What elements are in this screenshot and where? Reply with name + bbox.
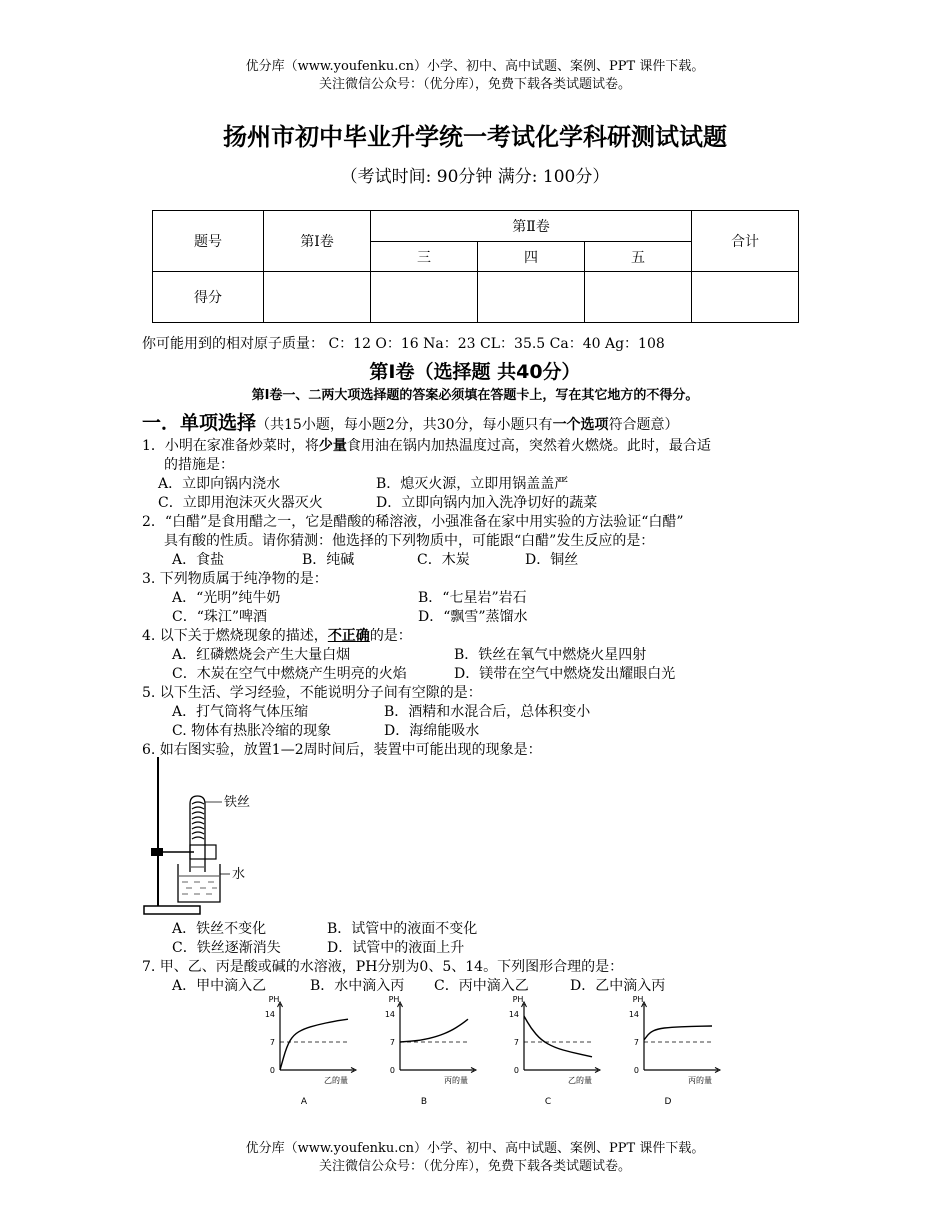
q7-stem: 7. 甲、乙、丙是酸或碱的水溶液，PH分别为0、5、14。下列图形合理的是：	[142, 959, 624, 975]
ph-curve	[524, 1016, 592, 1057]
q6-option-d: D．试管中的液面上升	[327, 940, 465, 956]
q5-option-b: B．酒精和水混合后，总体积变小	[384, 704, 591, 720]
x-axis-label: 丙的量	[444, 1076, 468, 1085]
q5-option-c: C. 物体有热胀冷缩的现象	[172, 723, 332, 739]
q7-option-d: D．乙中滴入丙	[570, 978, 666, 994]
q6-options-row2	[172, 939, 464, 958]
q6-options-row1	[172, 920, 477, 939]
score-header-si: 四	[478, 242, 585, 272]
q5-options-row2	[172, 722, 479, 741]
score-cell	[264, 272, 371, 323]
q3-option-c: C．“珠江”啤酒	[172, 609, 268, 625]
chart-letter: D	[664, 1097, 672, 1107]
q6-stem: 6. 如右图实验，放置1—2周时间后，装置中可能出现的现象是：	[142, 742, 542, 758]
q1-option-b: B．熄灭火源，立即用锅盖盖严	[376, 476, 569, 492]
q1-text: 1．小明在家准备炒菜时，将	[142, 438, 319, 454]
q4-options-row1	[172, 646, 646, 665]
q5-options-row1	[172, 703, 590, 722]
q3-option-d: D．“飘雪”蒸馏水	[418, 609, 528, 625]
ph-charts	[250, 990, 730, 1116]
water-hatching	[182, 882, 217, 894]
score-header-juan2: 第Ⅱ卷	[371, 211, 692, 242]
q4-stem	[142, 627, 412, 646]
ph-chart-a	[265, 995, 356, 1107]
q1-option-a: A．立即向锅内浇水	[158, 476, 281, 492]
y-tick-label: 7	[633, 1038, 639, 1047]
score-header-juan1: 第Ⅰ卷	[264, 211, 371, 272]
note-text: 符合题意）	[608, 417, 679, 433]
chart-letter: A	[300, 1097, 308, 1107]
y-tick-label: 14	[628, 1010, 639, 1019]
q6-option-a: A．铁丝不变化	[172, 921, 267, 937]
y-tick-label: 0	[389, 1066, 395, 1075]
q2-option-b: B．纯碱	[302, 552, 355, 568]
q3-stem: 3. 下列物质属于纯净物的是：	[142, 571, 328, 587]
page-title: 扬州市初中毕业升学统一考试化学科研测试试题	[223, 123, 727, 151]
q4-option-d: D．镁带在空气中燃烧发出耀眼白光	[454, 666, 676, 682]
y-axis-label: PH	[512, 995, 524, 1004]
x-axis-label: 丙的量	[688, 1076, 712, 1085]
footer-line-2: 关注微信公众号：（优分库），免费下载各类试题试卷。	[318, 1159, 631, 1174]
q4-options-row2	[172, 665, 675, 684]
chart-letter: B	[420, 1097, 428, 1107]
ph-chart-d	[629, 995, 720, 1107]
y-axis-label: PH	[388, 995, 400, 1004]
y-tick-label: 0	[633, 1066, 639, 1075]
q1-option-c: C．立即用泡沫灭火器灭火	[158, 495, 323, 511]
y-tick-label: 14	[508, 1010, 519, 1019]
y-tick-label: 0	[513, 1066, 519, 1075]
label-iron-wire: 铁丝	[224, 795, 251, 810]
q7-option-b: B．水中滴入丙	[310, 978, 405, 994]
q2-stem: 2．“白醋”是食用醋之一，它是醋酸的稀溶液，小强准备在家中用实验的方法验证“白醋”	[142, 514, 684, 530]
atomic-masses: 你可能用到的相对原子质量： C：12 O：16 Na：23 CL：35.5 Ca：40 Ag：108	[142, 336, 665, 352]
chart-letter: C	[544, 1097, 552, 1107]
x-axis-label: 乙的量	[324, 1076, 348, 1085]
header-line-2: 关注微信公众号：（优分库），免费下载各类试题试卷。	[318, 77, 631, 92]
rust-experiment-diagram	[138, 754, 268, 920]
header-line-1: 优分库（www.youfenku.cn）小学、初中、高中试题、案例、PPT 课件下载。	[245, 59, 705, 74]
y-tick-label: 7	[389, 1038, 395, 1047]
q2-option-c: C．木炭	[417, 552, 470, 568]
note-emphasis: 一个选项	[552, 417, 609, 433]
y-tick-label: 0	[269, 1066, 275, 1075]
y-axis-label: PH	[632, 995, 644, 1004]
q1-stem-line2: 的措施是：	[164, 457, 234, 473]
q6-option-b: B．试管中的液面不变化	[327, 921, 478, 937]
q6-option-c: C．铁丝逐渐消失	[172, 940, 281, 956]
section-one-note	[256, 417, 679, 433]
score-cell	[585, 272, 692, 323]
q4-text: 4. 以下关于燃烧现象的描述，	[142, 628, 328, 644]
label-water: 水	[232, 867, 246, 882]
q2-options	[172, 551, 578, 570]
q1-option-d: D．立即向锅内加入洗净切好的蔬菜	[376, 495, 598, 511]
q1-options-row2	[158, 494, 597, 513]
stand-base	[144, 906, 200, 914]
q2-stem-line2: 具有酸的性质。请你猜测：他选择的下列物质中，可能跟“白醋”发生反应的是：	[164, 533, 655, 549]
score-header-total: 合计	[692, 211, 799, 272]
exam-time-subtitle: （考试时间: 90分钟 满分: 100分）	[340, 167, 610, 187]
ph-curve	[644, 1026, 712, 1040]
section-one-title	[142, 408, 679, 435]
q4-emphasis: 不正确	[327, 628, 370, 644]
part1-notice: 第Ⅰ卷一、二两大项选择题的答案必须填在答题卡上，写在其它地方的不得分。	[251, 388, 699, 403]
score-cell	[478, 272, 585, 323]
ph-curve	[400, 1019, 468, 1042]
q3-options-row2	[172, 608, 528, 627]
q1-emphasis: 少量	[318, 438, 347, 454]
iron-wire-coil	[192, 802, 204, 839]
q3-options-row1	[172, 589, 527, 608]
q3-option-a: A．“光明”纯牛奶	[172, 590, 281, 606]
score-header-wu: 五	[585, 242, 692, 272]
q1-text: 食用油在锅内加热温度过高，突然着火燃烧。此时，最合适	[346, 438, 711, 454]
q7-option-c: C．丙中滴入乙	[434, 978, 529, 994]
score-cell	[371, 272, 478, 323]
note-text: （共15小题，每小题2分，共30分，每小题只有	[256, 417, 553, 433]
score-row-label: 得分	[153, 272, 264, 323]
score-cell	[692, 272, 799, 323]
q5-stem: 5. 以下生活、学习经验，不能说明分子间有空隙的是：	[142, 685, 482, 701]
score-header-san: 三	[371, 242, 478, 272]
section-one-label: 一．单项选择	[142, 412, 257, 434]
footer-line-1: 优分库（www.youfenku.cn）小学、初中、高中试题、案例、PPT 课件下载。	[245, 1141, 705, 1156]
ph-chart-c	[509, 995, 600, 1107]
score-table	[152, 210, 799, 323]
q4-option-c: C．木炭在空气中燃烧产生明亮的火焰	[172, 666, 407, 682]
y-tick-label: 14	[384, 1010, 395, 1019]
ph-curve	[280, 1019, 348, 1070]
beaker	[178, 864, 220, 902]
q5-option-a: A．打气筒将气体压缩	[172, 704, 309, 720]
q5-option-d: D．海绵能吸水	[384, 723, 480, 739]
q4-option-b: B．铁丝在氧气中燃烧火星四射	[454, 647, 647, 663]
y-axis-label: PH	[268, 995, 280, 1004]
ph-chart-b	[385, 995, 476, 1107]
q1-stem	[142, 437, 711, 456]
q2-option-a: A．食盐	[172, 552, 225, 568]
q7-option-a: A．甲中滴入乙	[172, 978, 267, 994]
q4-option-a: A．红磷燃烧会产生大量白烟	[172, 647, 351, 663]
y-tick-label: 7	[269, 1038, 275, 1047]
q4-text: 的是：	[369, 628, 412, 644]
q3-option-b: B．“七星岩”岩石	[418, 590, 527, 606]
q2-option-d: D．铜丝	[525, 552, 579, 568]
score-header-tihao: 题号	[153, 211, 264, 272]
x-axis-label: 乙的量	[568, 1076, 592, 1085]
part1-heading: 第Ⅰ卷（选择题 共40分）	[369, 361, 581, 383]
q1-options-row1	[158, 475, 568, 494]
y-tick-label: 7	[513, 1038, 519, 1047]
y-tick-label: 14	[264, 1010, 275, 1019]
